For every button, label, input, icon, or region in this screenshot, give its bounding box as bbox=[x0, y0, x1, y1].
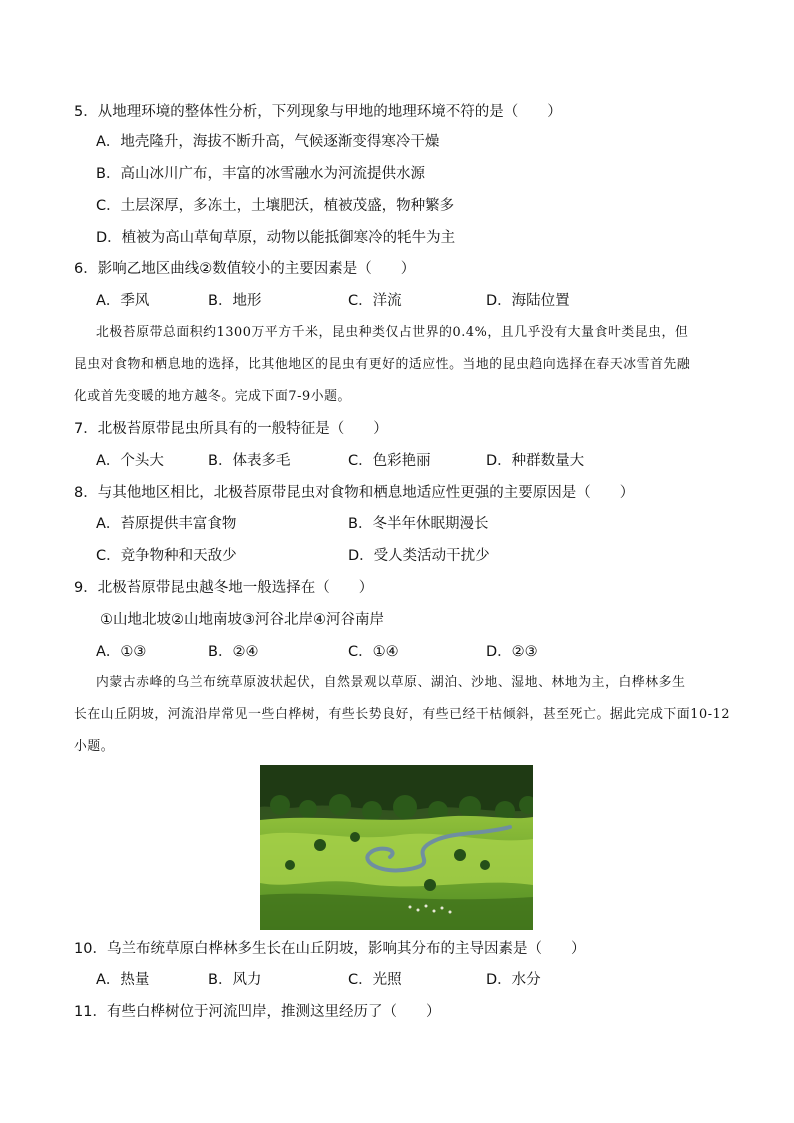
passage-2-line-3: 小题。 bbox=[74, 739, 115, 754]
question-5-option-d: D．植被为高山草甸草原，动物以能抵御寒冷的牦牛为主 bbox=[96, 230, 456, 246]
question-9-stem: 9．北极苔原带昆虫越冬地一般选择在（ ） bbox=[74, 580, 374, 596]
question-7-option-c: C．色彩艳丽 bbox=[348, 453, 431, 469]
question-5-option-b: B．高山冰川广布，丰富的冰雪融水为河流提供水源 bbox=[96, 166, 425, 182]
passage-1-line-3: 化或首先变暖的地方越冬。完成下面7-9小题。 bbox=[74, 389, 351, 404]
passage-1-line-1: 北极苔原带总面积约1300万平方千米，昆虫种类仅占世界的0.4%，且几乎没有大量食叶类昆虫，但 bbox=[96, 325, 689, 340]
question-9-option-d: D．②③ bbox=[486, 644, 538, 660]
passage-1-line-2: 昆虫对食物和栖息地的选择，比其他地区的昆虫有更好的适应性。当地的昆虫趋向选择在春天冰雪首先融 bbox=[74, 357, 691, 372]
question-6-option-b: B．地形 bbox=[208, 293, 262, 309]
question-8-stem: 8．与其他地区相比，北极苔原带昆虫对食物和栖息地适应性更强的主要原因是（ ） bbox=[74, 485, 635, 501]
question-10-option-c: C．光照 bbox=[348, 972, 402, 988]
question-8-option-a: A．苔原提供丰富食物 bbox=[96, 516, 237, 532]
question-8-option-c: C．竞争物种和天敌少 bbox=[96, 548, 237, 564]
question-5-option-c: C．土层深厚，多冻土，土壤肥沃，植被茂盛，物种繁多 bbox=[96, 198, 455, 214]
question-10-stem: 10．乌兰布统草原白桦林多生长在山丘阴坡，影响其分布的主导因素是（ ） bbox=[74, 941, 586, 957]
question-5-option-a: A．地壳隆升，海拔不断升高，气候逐渐变得寒冷干燥 bbox=[96, 134, 440, 150]
grassland-river-photo bbox=[260, 765, 533, 930]
passage-2-line-1: 内蒙古赤峰的乌兰布统草原波状起伏，自然景观以草原、湖泊、沙地、湿地、林地为主，白桦林多生 bbox=[96, 675, 686, 690]
question-6-option-d: D．海陆位置 bbox=[486, 293, 570, 309]
question-8-option-d: D．受人类活动干扰少 bbox=[348, 548, 490, 564]
passage-2-line-2: 长在山丘阴坡，河流沿岸常见一些白桦树，有些长势良好，有些已经干枯倾斜，甚至死亡。据此完成下面10-12 bbox=[74, 707, 731, 722]
question-9-option-a: A．①③ bbox=[96, 644, 147, 660]
question-5-stem: 5．从地理环境的整体性分析，下列现象与甲地的地理环境不符的是（ ） bbox=[74, 104, 562, 120]
question-6-option-a: A．季风 bbox=[96, 293, 150, 309]
question-7-option-a: A．个头大 bbox=[96, 453, 164, 469]
question-10-option-b: B．风力 bbox=[208, 972, 262, 988]
question-7-stem: 7．北极苔原带昆虫所具有的一般特征是（ ） bbox=[74, 421, 388, 437]
question-7-option-b: B．体表多毛 bbox=[208, 453, 291, 469]
question-10-option-d: D．水分 bbox=[486, 972, 541, 988]
question-6-stem: 6．影响乙地区曲线②数值较小的主要因素是（ ） bbox=[74, 261, 416, 277]
question-11-stem: 11．有些白桦树位于河流凹岸，推测这里经历了（ ） bbox=[74, 1004, 441, 1020]
question-8-option-b: B．冬半年休眠期漫长 bbox=[348, 516, 489, 532]
question-9-items: ①山地北坡②山地南坡③河谷北岸④河谷南岸 bbox=[100, 612, 384, 628]
question-7-option-d: D．种群数量大 bbox=[486, 453, 585, 469]
question-9-option-c: C．①④ bbox=[348, 644, 399, 660]
question-10-option-a: A．热量 bbox=[96, 972, 150, 988]
question-6-option-c: C．洋流 bbox=[348, 293, 402, 309]
question-9-option-b: B．②④ bbox=[208, 644, 259, 660]
